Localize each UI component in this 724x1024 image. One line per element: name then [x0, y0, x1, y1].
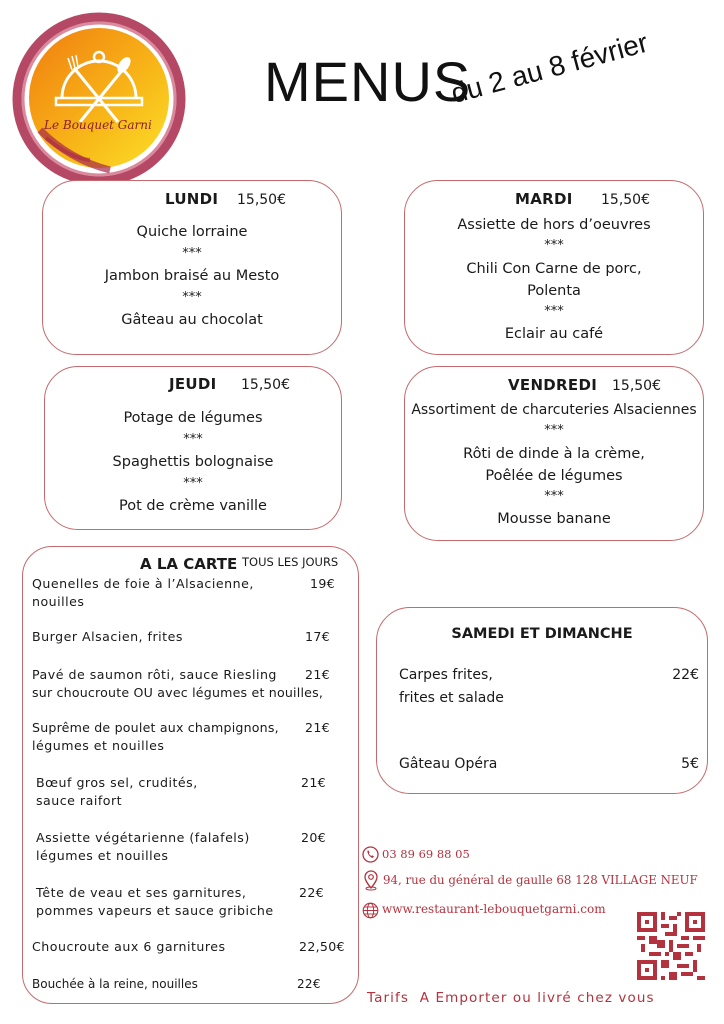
day-name: VENDREDI: [508, 376, 598, 394]
logo-graphic: [10, 10, 188, 188]
carte-item-line: Pavé de saumon rôti, sauce Riesling: [32, 667, 277, 682]
qr-code-graphic: [637, 912, 705, 980]
dish: Rôti de dinde à la crème,: [463, 446, 645, 462]
carte-item-price: 21€: [305, 720, 330, 735]
carte-item-price: 17€: [305, 629, 330, 644]
carte-item-line: Choucroute aux 6 garnitures: [32, 939, 226, 954]
carte-item-line: sur choucroute OU avec légumes et nouilles,: [32, 685, 324, 700]
location-pin-icon: [362, 869, 380, 891]
dish: Polenta: [527, 283, 581, 299]
menu-card-mardi: [404, 180, 704, 355]
phone-number[interactable]: 03 89 69 88 05: [382, 847, 470, 861]
day-name: MARDI: [515, 190, 573, 208]
separator: ***: [183, 476, 203, 491]
footer-tagline: Tarifs A Emporter ou livré chez vous: [367, 990, 655, 1006]
separator: ***: [544, 304, 564, 319]
carte-item-line: pommes vapeurs et sauce gribiche: [36, 903, 274, 918]
a-la-carte-card: [22, 546, 359, 1004]
qr-code[interactable]: [637, 912, 705, 980]
menu-card-lundi: [42, 180, 342, 355]
day-price: 15,50€: [237, 192, 286, 208]
day-price: 15,50€: [601, 192, 650, 208]
dish: Assiette de hors d’oeuvres: [457, 217, 651, 233]
weekend-item-price: 5€: [681, 756, 699, 772]
separator: ***: [183, 432, 203, 447]
separator: ***: [182, 246, 202, 261]
dish: Potage de légumes: [123, 410, 263, 426]
carte-item-line: légumes et nouilles: [32, 738, 165, 753]
menu-card-vendredi: [404, 366, 704, 541]
date-range-subtitle: du 2 au 8 février: [447, 26, 652, 110]
restaurant-logo: [10, 10, 188, 188]
carte-item-price: 19€: [310, 576, 335, 591]
carte-item-line: Bœuf gros sel, crudités,: [36, 775, 198, 790]
weekend-title: SAMEDI ET DIMANCHE: [451, 626, 633, 642]
dish: Jambon braisé au Mesto: [104, 268, 280, 284]
address: 94, rue du général de gaulle 68 128 VILLAGE NEUF: [383, 873, 698, 887]
carte-item-line: légumes et nouilles: [36, 848, 169, 863]
carte-item-price: 20€: [301, 830, 326, 845]
dish: Spaghettis bolognaise: [112, 454, 274, 470]
phone-icon: [362, 846, 379, 863]
day-name: JEUDI: [169, 375, 217, 393]
menu-card-jeudi: [44, 366, 342, 530]
carte-item-line: Suprême de poulet aux champignons,: [32, 720, 279, 735]
weekend-item-line: Carpes frites,: [399, 667, 493, 683]
weekend-item-price: 22€: [672, 667, 699, 683]
carte-item-line: nouilles: [32, 594, 85, 609]
separator: ***: [544, 238, 564, 253]
weekend-item-line: Gâteau Opéra: [399, 756, 498, 772]
weekend-card: [376, 607, 708, 794]
dish: Chili Con Carne de porc,: [466, 261, 642, 277]
separator: ***: [544, 489, 564, 504]
website-link[interactable]: www.restaurant-lebouquetgarni.com: [382, 902, 606, 916]
dish: Eclair au café: [504, 326, 604, 342]
dish: Pot de crème vanille: [119, 498, 267, 514]
carte-item-line: Assiette végétarienne (falafels): [36, 830, 250, 845]
dish: Assortiment de charcuteries Alsaciennes: [411, 402, 697, 418]
page-title: MENUS: [264, 50, 472, 113]
separator: ***: [544, 423, 564, 438]
carte-item-price: 22,50€: [299, 939, 345, 954]
carte-item-price: 22€: [299, 885, 324, 900]
carte-item-price: 22€: [297, 977, 321, 991]
carte-item-price: 21€: [305, 667, 330, 682]
carte-title: A LA CARTE: [140, 555, 238, 573]
day-price: 15,50€: [612, 378, 661, 394]
globe-icon: [362, 902, 379, 919]
weekend-item-line: frites et salade: [399, 690, 504, 706]
carte-subtitle: TOUS LES JOURS: [242, 555, 339, 569]
separator: ***: [182, 290, 202, 305]
carte-item-line: Burger Alsacien, frites: [32, 629, 183, 644]
carte-item-line: Quenelles de foie à l’Alsacienne,: [32, 576, 254, 591]
carte-item-line: Tête de veau et ses garnitures,: [36, 885, 247, 900]
carte-item-line: Bouchée à la reine, nouilles: [32, 977, 198, 991]
dish: Mousse banane: [497, 511, 611, 527]
carte-item-price: 21€: [301, 775, 326, 790]
dish: Quiche lorraine: [136, 224, 248, 240]
day-price: 15,50€: [241, 377, 290, 393]
carte-item-line: sauce raifort: [36, 793, 123, 808]
dish: Poêlée de légumes: [485, 468, 623, 484]
logo-text: Le Bouquet Garni: [44, 118, 152, 132]
day-name: LUNDI: [165, 190, 219, 208]
dish: Gâteau au chocolat: [121, 312, 263, 328]
